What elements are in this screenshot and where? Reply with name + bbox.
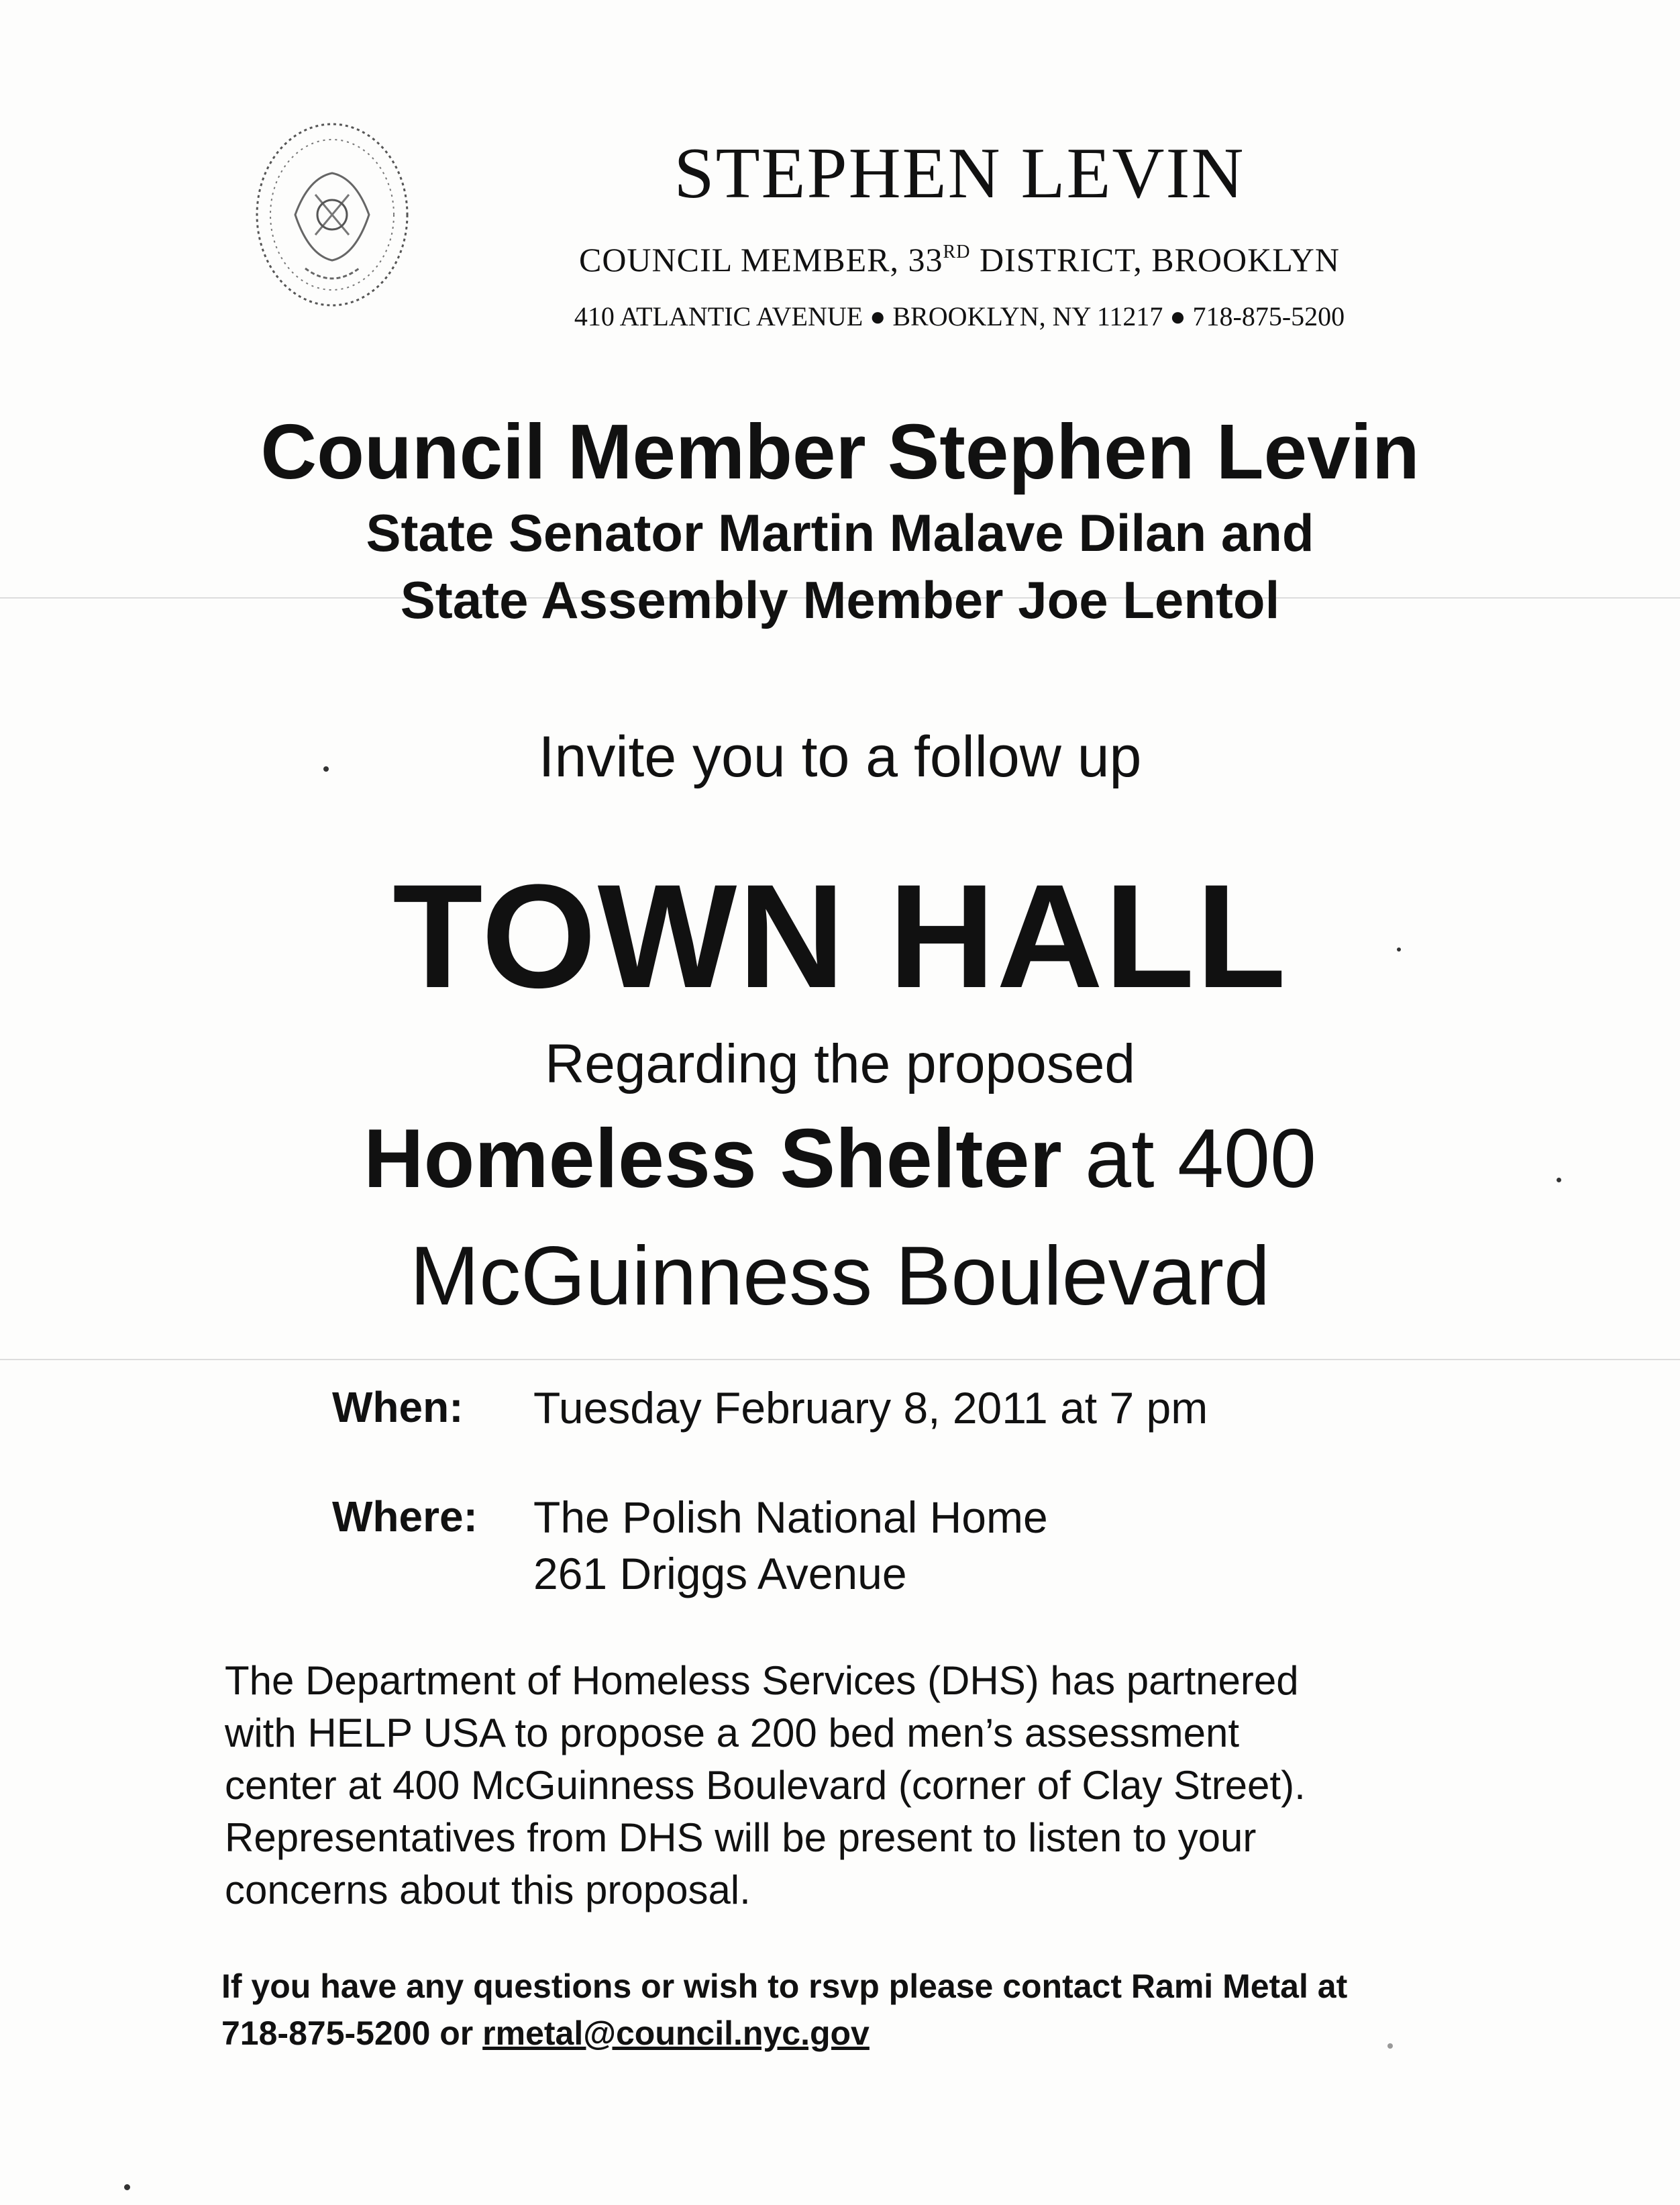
description-line: Representatives from DHS will be present to listen to your xyxy=(225,1815,1257,1860)
when-value: Tuesday February 8, 2011 at 7 pm xyxy=(533,1383,1208,1433)
regarding-text: Regarding the proposed xyxy=(545,1033,1135,1094)
scan-fold-line xyxy=(0,1359,1680,1360)
title-superscript: RD xyxy=(943,242,971,262)
where-label: Where: xyxy=(332,1492,478,1541)
where-value-line-2: 261 Driggs Avenue xyxy=(533,1549,907,1598)
city-seal-icon xyxy=(248,114,416,315)
invite-text: Invite you to a follow up xyxy=(538,725,1142,789)
host-line-1: Council Member Stephen Levin xyxy=(260,408,1420,495)
event-title: TOWN HALL xyxy=(392,854,1288,1019)
subject-line-1 xyxy=(0,1113,1680,1205)
letterhead-address: 410 ATLANTIC AVENUE ● BROOKLYN, NY 11217 ● 718-875-5200 xyxy=(574,301,1345,331)
host-line-3: State Assembly Member Joe Lentol xyxy=(400,570,1280,629)
title-prefix: COUNCIL MEMBER, 33 xyxy=(578,241,943,278)
title-suffix: DISTRICT, BROOKLYN xyxy=(970,241,1341,278)
contact-email-link[interactable]: rmetal@council.nyc.gov xyxy=(482,2014,870,2052)
scan-speck xyxy=(124,2184,130,2190)
subject-rest: at 400 xyxy=(1061,1113,1316,1205)
where-value-line-1: The Polish National Home xyxy=(533,1492,1048,1542)
letterhead-name: STEPHEN LEVIN xyxy=(674,134,1245,213)
description-line: with HELP USA to propose a 200 bed men’s assessment xyxy=(225,1710,1239,1755)
contact-line-1: If you have any questions or wish to rsvp please contact Rami Metal at xyxy=(221,1967,1348,2005)
subject-bold: Homeless Shelter xyxy=(364,1113,1062,1205)
when-label: When: xyxy=(332,1383,464,1431)
scan-speck xyxy=(1387,2043,1393,2049)
contact-line-2 xyxy=(221,2016,870,2050)
description-line: concerns about this proposal. xyxy=(225,1867,751,1912)
host-line-2: State Senator Martin Malave Dilan and xyxy=(366,503,1314,562)
contact-phone: 718-875-5200 or xyxy=(221,2014,483,2052)
description-line: The Department of Homeless Services (DHS) has partnered xyxy=(225,1658,1299,1703)
description-line: center at 400 McGuinness Boulevard (corner of Clay Street). xyxy=(225,1763,1306,1808)
letterhead-title xyxy=(470,243,1449,276)
subject-line-2: McGuinness Boulevard xyxy=(410,1230,1270,1323)
